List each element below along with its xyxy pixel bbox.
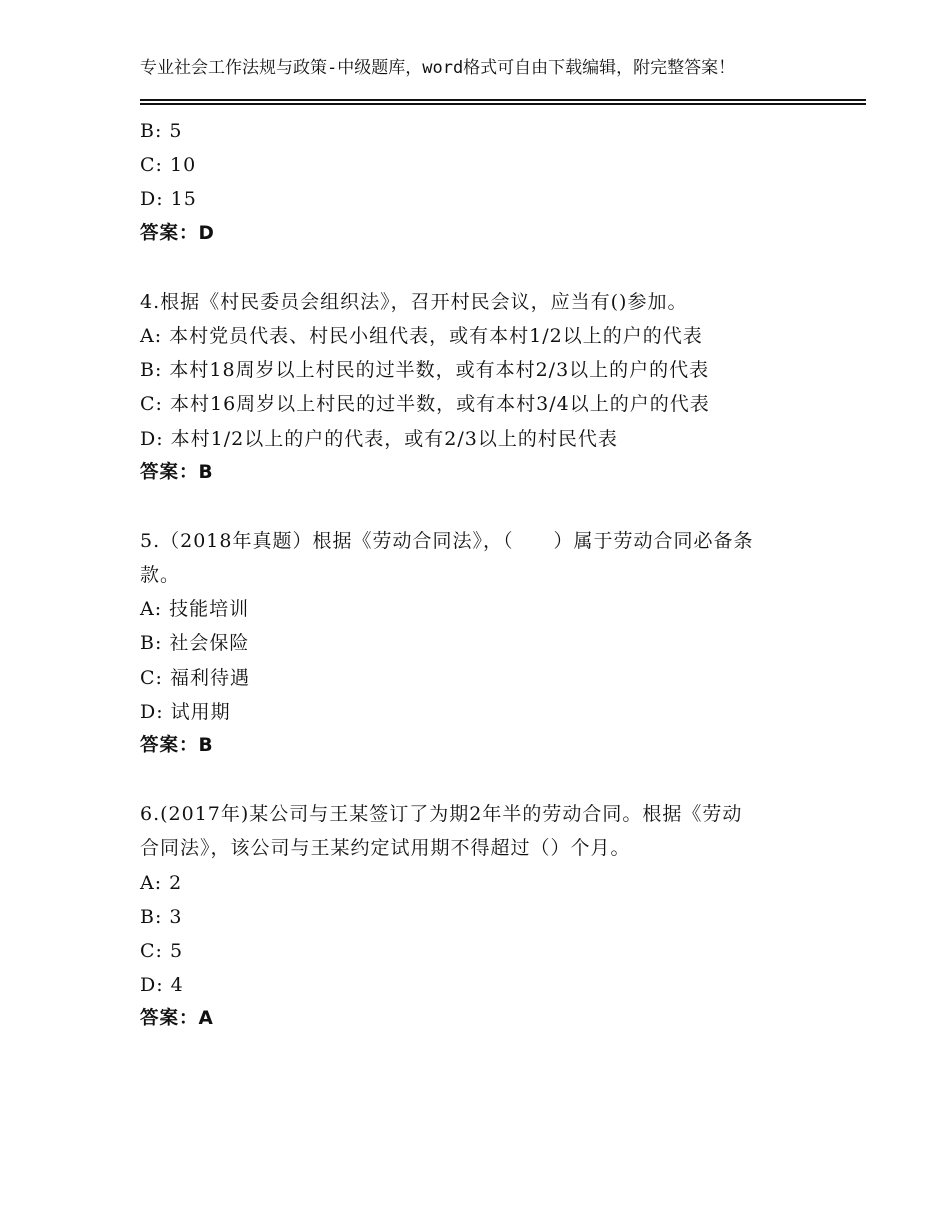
- question-stem-line-2: 合同法》，该公司与王某约定试用期不得超过（）个月。: [140, 837, 631, 860]
- question-stem: 4.根据《村民委员会组织法》，召开村民会议，应当有()参加。: [140, 290, 688, 313]
- question-4: [140, 285, 820, 490]
- question-5: [140, 524, 820, 763]
- option-c: C: 福利待遇: [140, 666, 250, 689]
- spacer: [140, 763, 820, 797]
- option-c: C: 5: [140, 939, 184, 962]
- answer: 答案：B: [140, 461, 214, 483]
- option-b: B: 社会保险: [140, 632, 250, 655]
- header-rule-top: [140, 99, 866, 101]
- option-a: A: 技能培训: [140, 598, 250, 621]
- option-d: D: 本村1/2以上的户的代表，或有2/3以上的村民代表: [140, 427, 618, 450]
- option-d: D: 15: [140, 188, 197, 211]
- question-stem-line-1: 5.（2018年真题）根据《劳动合同法》，（ ）属于劳动合同必备条: [140, 529, 754, 552]
- option-b: B: 本村18周岁以上村民的过半数，或有本村2/3以上的户的代表: [140, 359, 710, 382]
- answer: 答案：A: [140, 1008, 214, 1030]
- option-c: C: 本村16周岁以上村民的过半数，或有本村3/4以上的户的代表: [140, 393, 710, 416]
- spacer: [140, 251, 820, 285]
- spacer: [140, 490, 820, 524]
- option-a: A: 本村党员代表、村民小组代表，或有本村1/2以上的户的代表: [140, 324, 703, 347]
- option-a: A: 2: [140, 871, 183, 894]
- option-b: B: 3: [140, 905, 183, 928]
- option-b: B: 5: [140, 120, 183, 142]
- option-c: C: 10: [140, 154, 197, 177]
- header-rule-bottom: [140, 103, 866, 105]
- question-stem-line-1: 6.(2017年)某公司与王某签订了为期2年半的劳动合同。根据《劳动: [140, 803, 743, 826]
- option-d: D: 试用期: [140, 700, 231, 723]
- answer: 答案：B: [140, 735, 214, 756]
- option-d: D: 4: [140, 974, 184, 997]
- question-6: [140, 797, 820, 1036]
- question-stem-line-2: 款。: [140, 564, 181, 587]
- page-header: 专业社会工作法规与政策-中级题库，word格式可自由下载编辑，附完整答案！: [140, 58, 736, 78]
- answer: 答案：D: [140, 222, 215, 244]
- question-content: [140, 114, 820, 1037]
- question-3-tail: [140, 114, 820, 251]
